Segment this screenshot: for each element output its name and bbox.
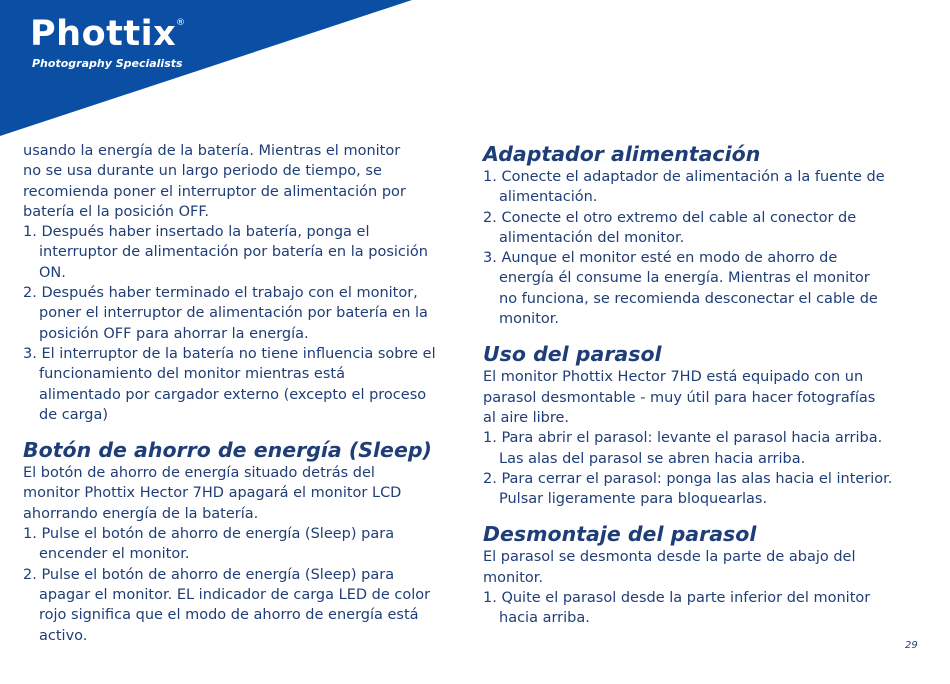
section-heading-removal: Desmontaje del parasol: [483, 522, 757, 547]
list-item: 1. Después haber insertado la batería, ponga el interruptor de alimentación por batería en la posición ON.: [23, 224, 428, 281]
list-item: 1. Pulse el botón de ahorro de energía (Sleep) para encender el monitor.: [23, 526, 395, 563]
right-column: [483, 141, 923, 629]
list-item: 1. Para abrir el parasol: levante el parasol hacia arriba. Las alas del parasol se abren hacia arriba.: [483, 430, 883, 467]
text-line: parasol desmontable - muy útil para hacer fotografías: [483, 389, 876, 406]
text-line: al aire libre.: [483, 409, 570, 426]
adapter-steps-list: [483, 167, 923, 329]
sleep-steps-list: [23, 524, 469, 646]
list-item: 2. Pulse el botón de ahorro de energía (Sleep) para apagar el monitor. EL indicador de carga LED de color rojo significa que el modo de ahorro de energía está activo.: [23, 566, 431, 644]
list-item: 3. Aunque el monitor esté en modo de ahorro de energía él consume la energía. Mientras el monitor no funciona, se recomienda desconectar el cable de monitor.: [483, 250, 878, 328]
text-line: monitor Phottix Hector 7HD apagará el monitor LCD: [23, 485, 402, 502]
text-line: El botón de ahorro de energía situado detrás del: [23, 465, 375, 482]
text-line: monitor.: [483, 569, 544, 586]
list-item: 2. Para cerrar el parasol: ponga las alas hacia el interior. Pulsar ligeramente para bloquearlas.: [483, 470, 893, 508]
brand-logo: Phottix: [30, 14, 177, 54]
list-item: 2. Conecte el otro extremo del cable al conector de alimentación del monitor.: [483, 209, 857, 246]
section-heading-adapter: Adaptador alimentación: [483, 142, 761, 166]
removal-steps-list: [483, 588, 923, 629]
text-line: usando la energía de la batería. Mientras el monitor: [23, 143, 401, 159]
text-line: no se usa durante un largo periodo de tiempo, se: [23, 163, 382, 180]
sleep-intro: [23, 463, 469, 524]
sunshade-intro: [483, 367, 923, 428]
text-line: El parasol se desmonta desde la parte de abajo del: [483, 549, 856, 566]
text-line: recomienda poner el interruptor de alimentación por: [23, 183, 406, 200]
removal-intro: [483, 547, 923, 588]
left-column: [23, 141, 469, 646]
text-line: ahorrando energía de la batería.: [23, 505, 259, 522]
section-heading-sunshade: Uso del parasol: [483, 342, 662, 367]
text-line: El monitor Phottix Hector 7HD está equipado con un: [483, 369, 864, 386]
text-line: batería el la posición OFF.: [23, 203, 209, 220]
list-item: 1. Quite el parasol desde la parte inferior del monitor hacia arriba.: [483, 590, 871, 627]
list-item: 2. Después haber terminado el trabajo con el monitor, poner el interruptor de alimentación por batería en la posición OFF para ahorrar la energía.: [23, 285, 428, 342]
battery-intro: [23, 141, 469, 222]
list-item: 3. El interruptor de la batería no tiene influencia sobre el funcionamiento del monitor mientras está alimentado por cargador externo (excepto el proceso de carga): [23, 345, 436, 423]
registered-mark: ®: [176, 18, 185, 28]
brand-tagline: Photography Specialists: [32, 57, 183, 70]
page-number: 29: [905, 640, 918, 651]
section-heading-sleep: Botón de ahorro de energía (Sleep): [23, 438, 432, 463]
battery-steps-list: [23, 222, 469, 425]
sunshade-steps-list: [483, 428, 923, 509]
list-item: 1. Conecte el adaptador de alimentación a la fuente de alimentación.: [483, 169, 885, 206]
